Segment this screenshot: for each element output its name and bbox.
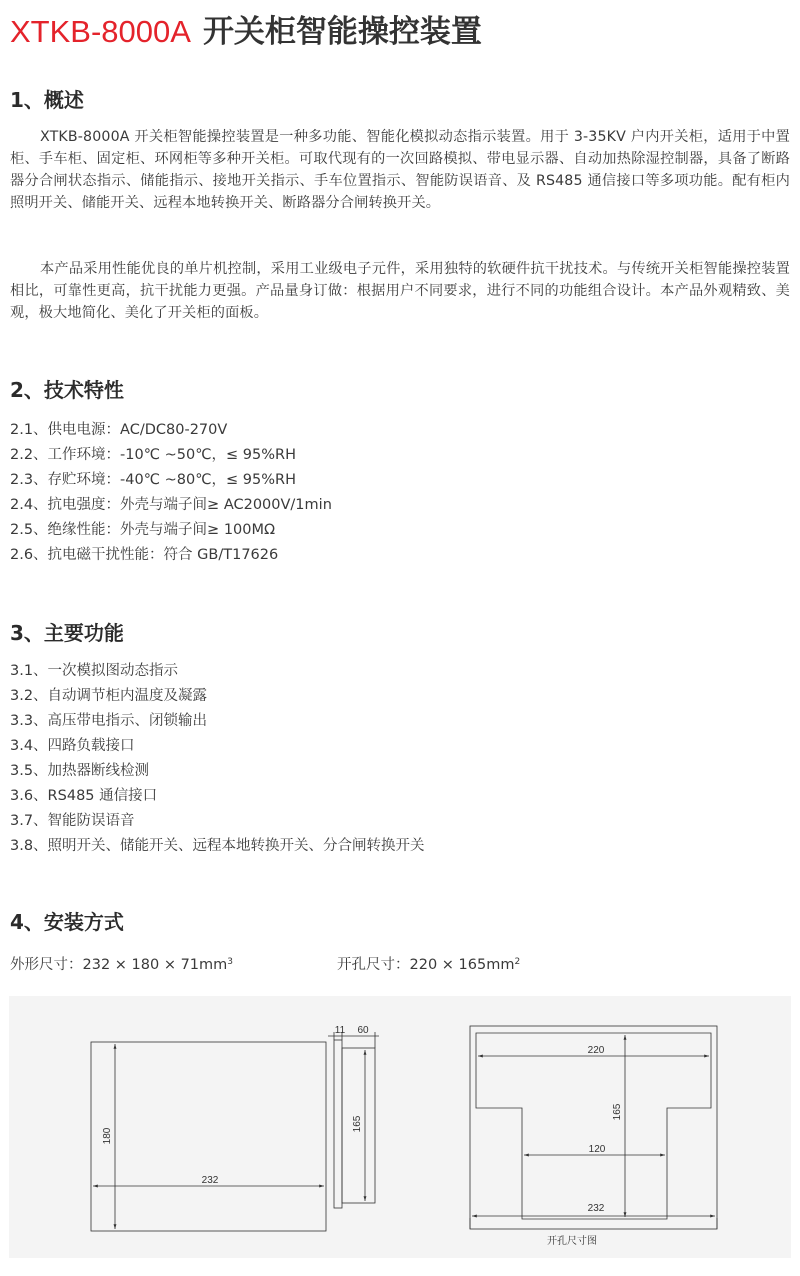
specs-list	[10, 418, 332, 568]
function-item: 3.5、加热器断线检测	[10, 763, 150, 779]
functions-list	[10, 659, 425, 859]
outer-dimensions-unit-exp: 3	[227, 957, 234, 967]
function-item: 3.6、RS485 通信接口	[10, 788, 158, 804]
product-name: 开关柜智能操控装置	[202, 14, 482, 50]
cutout-dimensions-unit-exp: 2	[514, 957, 521, 967]
cutout-t-shape	[476, 1033, 711, 1219]
overview-paragraph-1: XTKB-8000A 开关柜智能操控装置是一种多功能、智能化模拟动态指示装置。用于 3-35KV 户内开关柜，适用于中置柜、手车柜、固定柜、环网柜等多种开关柜。可取代现有的一次回路模拟、带电显示器、自动加热除湿控制器，具备了断路器分合闸状态指示、储能指示、接地开关指示、手车位置指示、智能防误语音、及 RS485 通信接口等多项功能。配有柜内照明开关、储能开关、远程本地转换开关、断路器分合闸转换开关。	[10, 129, 790, 211]
section-heading-overview: 1、概述	[10, 88, 84, 112]
cutout-panel-outline	[470, 1026, 717, 1229]
dimension-drawing	[9, 996, 791, 1258]
function-item: 3.8、照明开关、储能开关、远程本地转换开关、分合闸转换开关	[10, 838, 425, 854]
function-item: 3.1、一次模拟图动态指示	[10, 663, 179, 679]
function-item: 3.7、智能防误语音	[10, 813, 135, 829]
side-depth-label-a: 11	[334, 1025, 346, 1036]
cutout-inner-width-label: 120	[588, 1144, 606, 1155]
section-heading-specs: 2、技术特性	[10, 378, 124, 402]
outer-dimensions-label: 外形尺寸：232 × 180 × 71mm	[10, 957, 228, 973]
side-view-flange	[334, 1040, 342, 1208]
function-item: 3.2、自动调节柜内温度及凝露	[10, 688, 208, 704]
spec-item: 2.5、绝缘性能：外壳与端子间≥ 100MΩ	[10, 522, 276, 538]
function-item: 3.3、高压带电指示、闭锁输出	[10, 713, 208, 729]
front-height-label: 180	[102, 1127, 113, 1145]
cutout-dimensions	[337, 954, 520, 976]
spec-item: 2.3、存贮环境：-40℃ ~80℃，≤ 95%RH	[10, 472, 296, 488]
side-depth-label-b: 60	[357, 1025, 369, 1036]
outer-dimensions	[10, 954, 233, 976]
front-view-outline	[91, 1042, 326, 1231]
installation-diagram	[9, 996, 791, 1258]
cutout-width-label: 220	[587, 1045, 605, 1056]
side-height-label: 165	[352, 1115, 363, 1133]
spec-item: 2.2、工作环境：-10℃ ~50℃，≤ 95%RH	[10, 447, 296, 463]
section-heading-functions: 3、主要功能	[10, 621, 124, 645]
spec-item: 2.4、抗电强度：外壳与端子间≥ AC2000V/1min	[10, 497, 332, 513]
drawing-caption: 开孔尺寸图	[547, 1236, 597, 1247]
cutout-outer-width-label: 232	[587, 1203, 605, 1214]
cutout-dimensions-label: 开孔尺寸：220 × 165mm	[337, 957, 515, 973]
overview-paragraph-2: 本产品采用性能优良的单片机控制，采用工业级电子元件，采用独特的软硬件抗干扰技术。与传统开关柜智能操控装置相比，可靠性更高，抗干扰能力更强。产品量身订做：根据用户不同要求，进行不同的功能组合设计。本产品外观精致、美观，极大地简化、美化了开关柜的面板。	[10, 261, 790, 321]
function-item: 3.4、四路负载接口	[10, 738, 135, 754]
page-title	[10, 10, 482, 54]
spec-item: 2.1、供电电源：AC/DC80-270V	[10, 422, 228, 438]
front-width-label: 232	[201, 1175, 219, 1186]
spec-item: 2.6、抗电磁干扰性能：符合 GB/T17626	[10, 547, 279, 563]
section-heading-install: 4、安装方式	[10, 910, 124, 934]
cutout-height-label: 165	[612, 1103, 623, 1121]
product-model: XTKB-8000A	[10, 14, 191, 49]
